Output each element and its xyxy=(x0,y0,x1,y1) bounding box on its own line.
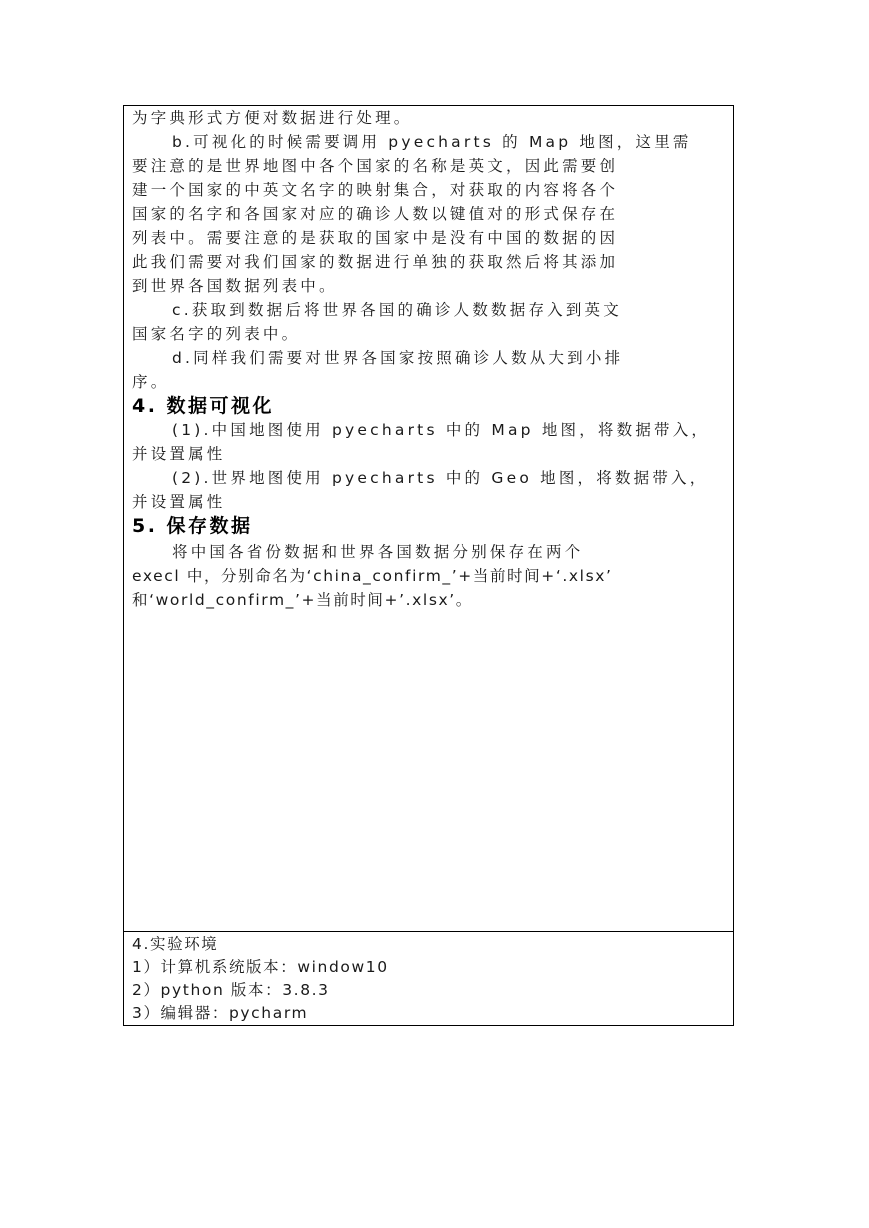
text-line: execl 中，分别命名为‘china_confirm_’+当前时间+‘.xlsx’ xyxy=(132,567,613,585)
text-line: 和‘world_confirm_’+当前时间+’.xlsx’。 xyxy=(132,591,473,609)
section-heading-save-data: 5. 保存数据 xyxy=(132,515,253,537)
environment-item: 1）计算机系统版本：window10 xyxy=(132,958,389,976)
text-line: (2).世界地图使用 pyecharts 中的 Geo 地图，将数据带入， xyxy=(172,469,709,487)
environment-title: 4.实验环境 xyxy=(132,935,219,953)
text-line: 国家名字的列表中。 xyxy=(132,325,301,343)
text-line: 并设置属性 xyxy=(132,445,226,463)
text-line: 将中国各省份数据和世界各国数据分别保存在两个 xyxy=(172,543,584,561)
text-line: (1).中国地图使用 pyecharts 中的 Map 地图，将数据带入， xyxy=(172,421,711,439)
text-line: c.获取到数据后将世界各国的确诊人数数据存入到英文 xyxy=(172,301,622,319)
text-line: 并设置属性 xyxy=(132,493,226,511)
text-line: 列表中。需要注意的是获取的国家中是没有中国的数据的因 xyxy=(132,229,619,247)
section-heading-visualization: 4. 数据可视化 xyxy=(132,395,275,417)
text-line: 到世界各国数据列表中。 xyxy=(132,277,338,295)
text-line: 为字典形式方便对数据进行处理。 xyxy=(132,109,413,127)
environment-item: 2）python 版本：3.8.3 xyxy=(132,981,330,999)
content-cell xyxy=(124,106,733,932)
text-line: 此我们需要对我们国家的数据进行单独的获取然后将其添加 xyxy=(132,253,619,271)
text-line: 要注意的是世界地图中各个国家的名称是英文，因此需要创 xyxy=(132,157,619,175)
text-line: b.可视化的时候需要调用 pyecharts 的 Map 地图，这里需 xyxy=(172,133,692,151)
text-line: 建一个国家的中英文名字的映射集合，对获取的内容将各个 xyxy=(132,181,619,199)
text-line: d.同样我们需要对世界各国家按照确诊人数从大到小排 xyxy=(172,349,624,367)
text-line: 序。 xyxy=(132,373,170,391)
report-table xyxy=(123,105,734,1026)
environment-item: 3）编辑器：pycharm xyxy=(132,1004,309,1022)
environment-cell xyxy=(124,932,733,1025)
text-line: 国家的名字和各国家对应的确诊人数以键值对的形式保存在 xyxy=(132,205,619,223)
